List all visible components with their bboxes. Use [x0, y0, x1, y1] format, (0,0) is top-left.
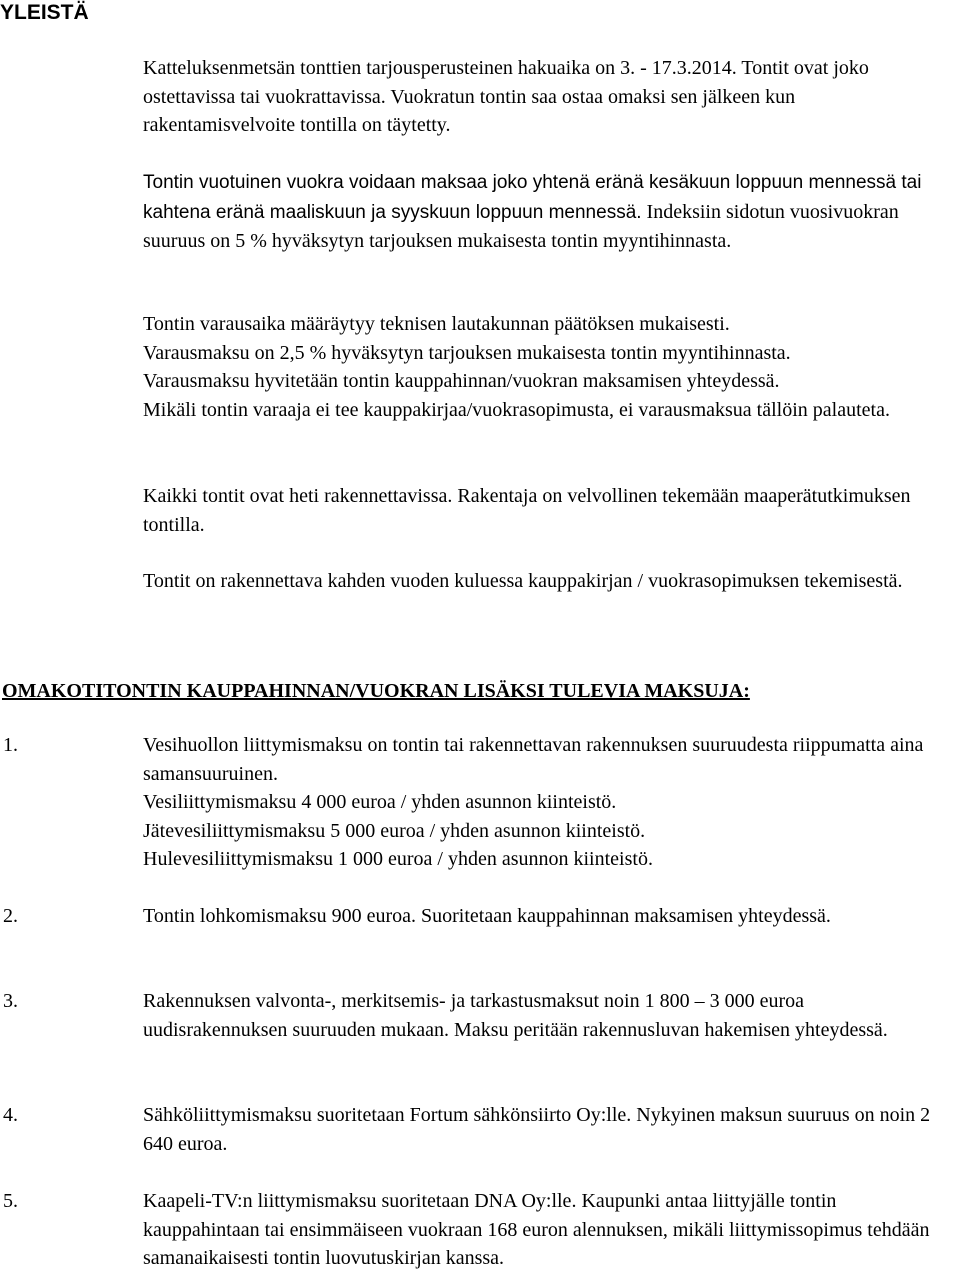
- paragraph-rakennusaika: Tontit on rakennettava kahden vuoden kuluessa kauppakirjan / vuokrasopimuksen tekemisestä.: [143, 570, 903, 592]
- section-heading-yleista: YLEISTÄ: [0, 1, 89, 24]
- list-item-line: Hulevesiliittymismaksu 1 000 euroa / yhden asunnon kiinteistö.: [143, 848, 653, 870]
- list-item-number: 5.: [3, 1190, 18, 1212]
- paragraph-varaus-line: Varausmaksu hyvitetään tontin kauppahinnan/vuokran maksamisen yhteydessä.: [143, 370, 780, 392]
- list-item-line: Vesihuollon liittymismaksu on tontin tai rakennettavan rakennuksen suuruudesta riippumatta aina samansuuruinen.: [143, 734, 924, 785]
- list-item-line: Vesiliittymismaksu 4 000 euroa / yhden asunnon kiinteistö.: [143, 791, 617, 813]
- paragraph-varaus-line: Varausmaksu on 2,5 % hyväksytyn tarjouksen mukaisesta tontin myyntihinnasta.: [143, 341, 791, 364]
- paragraph-vuokra-part1: Tontin vuotuinen vuokra voidaan maksaa joko yhtenä eränä kesäkuun loppuun mennessä tai kahtena eränä maaliskuun ja syyskuun loppuun mennessä.: [143, 172, 922, 223]
- list-item-number: 1.: [3, 734, 18, 756]
- paragraph-vuokra-part2: Indeksiin sidotun vuosivuokran suuruus on 5 % hyväksytyn tarjouksen mukaisesta tontin myyntihinnasta.: [143, 200, 899, 252]
- paragraph-vuokra: [143, 168, 943, 256]
- paragraph-rakennettavissa: Kaikki tontit ovat heti rakennettavissa. Rakentaja on velvollinen tekemään maaperätutkimuksen tontilla.: [143, 485, 911, 536]
- list-item-number: 2.: [3, 905, 18, 927]
- paragraph-varaus-line: Tontin varausaika määräytyy teknisen lautakunnan päätöksen mukaisesti.: [143, 313, 730, 335]
- paragraph-varaus-line: Mikäli tontin varaaja ei tee kauppakirjaa/vuokrasopimusta, ei varausmaksua tällöin palauteta.: [143, 398, 890, 421]
- paragraph-varaus: [143, 310, 943, 424]
- list-item-line: Tontin lohkomismaksu 900 euroa. Suoritetaan kauppahinnan maksamisen yhteydessä.: [143, 905, 831, 927]
- list-item-line: Jätevesiliittymismaksu 5 000 euroa / yhden asunnon kiinteistö.: [143, 819, 646, 842]
- paragraph-hakuaika: Katteluksenmetsän tonttien tarjousperusteinen hakuaika on 3. - 17.3.2014. Tontit ovat joko ostettavissa tai vuokrattavissa. Vuokratun tontin saa ostaa omaksi sen jälkeen kun rakentamisvelvoite tontilla on täytetty.: [143, 57, 869, 136]
- list-item-number: 4.: [3, 1104, 18, 1126]
- list-item-number: 3.: [3, 990, 18, 1012]
- list-item-line: Rakennuksen valvonta-, merkitsemis- ja tarkastusmaksut noin 1 800 – 3 000 euroa uudisrakennuksen suuruuden mukaan. Maksu peritään rakennusluvan hakemisen yhteydessä.: [143, 990, 888, 1041]
- list-item-line: Kaapeli-TV:n liittymismaksu suoritetaan DNA Oy:lle. Kaupunki antaa liittyjälle tontin kauppahintaan tai ensimmäiseen vuokraan 168 euron alennuksen, mikäli liittymissopimus tehdään samanaikaisesti tontin luovutuskirjan kanssa.: [143, 1190, 930, 1269]
- section-heading-maksut: OMAKOTITONTIN KAUPPAHINNAN/VUOKRAN LISÄKSI TULEVIA MAKSUJA:: [2, 680, 750, 702]
- list-item-line: Sähköliittymismaksu suoritetaan Fortum sähkönsiirto Oy:lle. Nykyinen maksun suuruus on noin 2 640 euroa.: [143, 1104, 931, 1155]
